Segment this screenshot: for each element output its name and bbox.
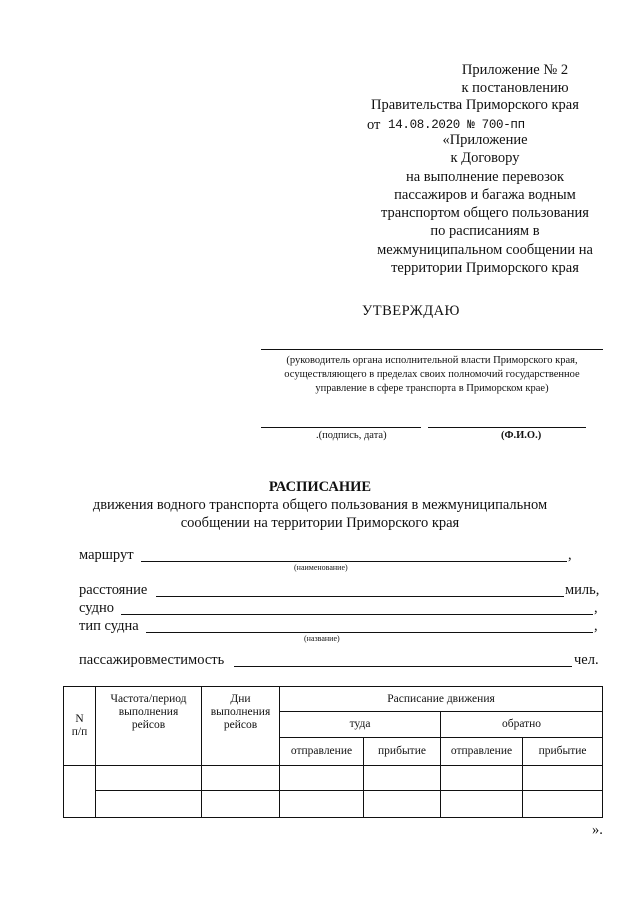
header-arrival-back: прибытие bbox=[523, 738, 603, 766]
table-cell[interactable] bbox=[441, 791, 523, 818]
capacity-label: пассажировместимость bbox=[79, 652, 225, 668]
table-cell[interactable] bbox=[96, 791, 202, 818]
contract-line: территории Приморского края bbox=[391, 260, 579, 277]
appendix-government: Правительства Приморского края bbox=[371, 97, 579, 113]
contract-appendix bbox=[365, 131, 605, 277]
header-departure-back: отправление bbox=[441, 738, 523, 766]
header-arrival-there: прибытие bbox=[364, 738, 441, 766]
route-line[interactable] bbox=[141, 561, 567, 562]
contract-line: транспортом общего пользования bbox=[381, 205, 589, 222]
header-days: Дни выполнения рейсов bbox=[202, 687, 280, 766]
contract-line: по расписаниям в bbox=[430, 223, 540, 240]
route-label: маршрут bbox=[79, 547, 134, 563]
appendix-to-resolution: к постановлению bbox=[461, 80, 569, 96]
distance-label: расстояние bbox=[79, 582, 148, 598]
date-stamp: 14.08.2020 № 700-пп bbox=[388, 118, 525, 132]
closing-quote: ». bbox=[592, 822, 603, 838]
table-cell[interactable] bbox=[364, 791, 441, 818]
header-back: обратно bbox=[441, 712, 603, 738]
header-frequency: Частота/период выполнения рейсов bbox=[96, 687, 202, 766]
vessel-type-caption: (название) bbox=[304, 634, 340, 643]
table-cell[interactable] bbox=[64, 766, 96, 818]
contract-line: пассажиров и багажа водным bbox=[394, 186, 576, 203]
header-schedule: Расписание движения bbox=[280, 687, 603, 712]
appendix-number: Приложение № 2 bbox=[461, 62, 569, 78]
vessel-line[interactable] bbox=[121, 614, 593, 615]
route-caption: (наименование) bbox=[294, 563, 348, 572]
table-cell[interactable] bbox=[202, 766, 280, 791]
approval-title: УТВЕРЖДАЮ bbox=[362, 303, 460, 319]
approver-caption-line: (руководитель органа исполнительной власти Приморского края, bbox=[286, 355, 578, 366]
vessel-type-label: тип судна bbox=[79, 618, 139, 634]
header-departure-there: отправление bbox=[280, 738, 364, 766]
table-cell[interactable] bbox=[280, 791, 364, 818]
header-number: N п/п bbox=[64, 687, 96, 766]
contract-line: на выполнение перевозок bbox=[405, 168, 565, 185]
name-caption: (Ф.И.О.) bbox=[501, 430, 542, 441]
vessel-type-end: , bbox=[594, 618, 598, 634]
table-cell[interactable] bbox=[523, 791, 603, 818]
vessel-type-line[interactable] bbox=[146, 632, 593, 633]
approver-caption bbox=[250, 354, 614, 396]
schedule-table bbox=[63, 686, 603, 818]
table-cell[interactable] bbox=[364, 766, 441, 791]
name-line bbox=[428, 427, 586, 428]
capacity-unit: чел. bbox=[574, 652, 599, 668]
route-end: , bbox=[568, 547, 572, 563]
table-cell[interactable] bbox=[280, 766, 364, 791]
table-cell[interactable] bbox=[441, 766, 523, 791]
schedule-subtitle-1: движения водного транспорта общего пользования в межмуниципальном bbox=[92, 497, 548, 513]
table-cell[interactable] bbox=[523, 766, 603, 791]
signature-caption: .(подпись, дата) bbox=[316, 430, 387, 441]
approver-caption-line: осуществляющего в пределах своих полномочий государственное bbox=[284, 369, 580, 380]
contract-line: к Договору bbox=[450, 150, 520, 167]
distance-unit: миль, bbox=[565, 582, 600, 598]
approver-line bbox=[261, 349, 603, 350]
approver-caption-line: управление в сфере транспорта в Приморском крае) bbox=[315, 383, 549, 394]
schedule-title: РАСПИСАНИЕ bbox=[268, 479, 372, 495]
vessel-end: , bbox=[594, 600, 598, 616]
contract-line: «Приложение bbox=[442, 132, 528, 148]
date-prefix: от bbox=[367, 117, 381, 133]
signature-line bbox=[261, 427, 421, 428]
vessel-label: судно bbox=[79, 600, 114, 616]
schedule-subtitle-2: сообщении на территории Приморского края bbox=[180, 515, 460, 531]
header-there: туда bbox=[280, 712, 441, 738]
contract-line: межмуниципальном сообщении на bbox=[377, 241, 593, 258]
distance-line[interactable] bbox=[156, 596, 564, 597]
capacity-line[interactable] bbox=[234, 666, 572, 667]
table-cell[interactable] bbox=[96, 766, 202, 791]
table-cell[interactable] bbox=[202, 791, 280, 818]
